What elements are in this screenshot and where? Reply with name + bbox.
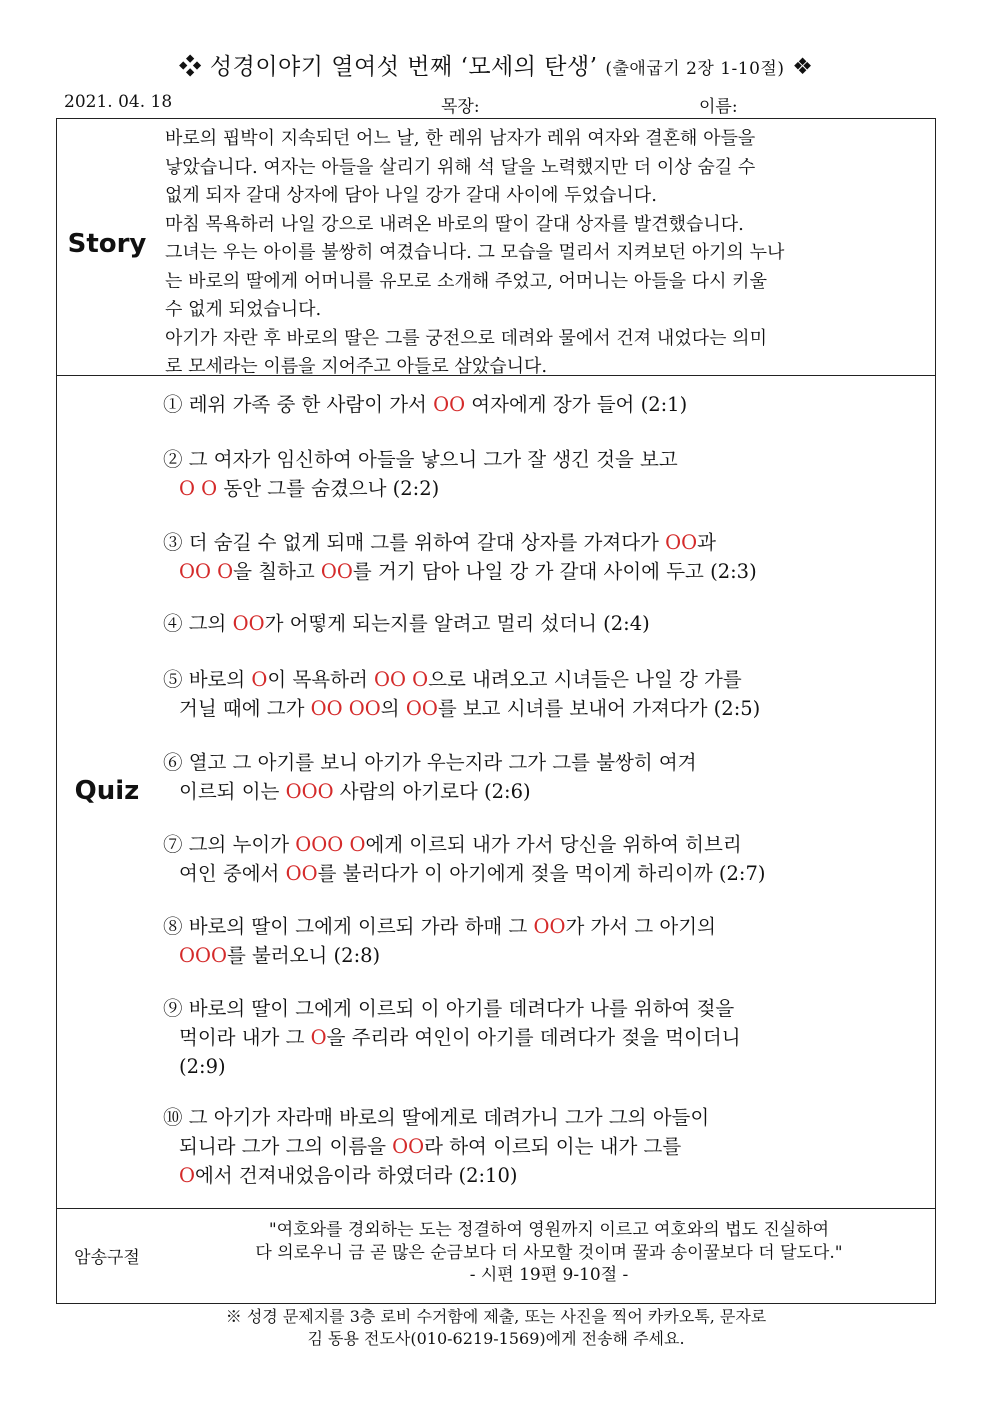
answer-blank: OO <box>392 1135 425 1158</box>
memory-verse-reference: - 시편 19편 9-10절 - <box>469 1265 629 1285</box>
page-title <box>0 48 992 81</box>
answer-blank: OO OO <box>310 697 381 720</box>
answer-blank: OO <box>665 531 698 554</box>
quiz-item-7: ⑦ 그의 누이가 OOO O에게 이르되 내가 가서 당신을 위하여 히브리 여인 중에서 OO를 불러다가 이 아기에게 젖을 먹이게 하리이까 (2:7) <box>163 833 766 885</box>
story-line: 는 바로의 딸에게 어머니를 유모로 소개해 주었고, 어머니는 아들을 다시 키울 <box>165 270 767 292</box>
story-line: 마침 목욕하러 나일 강으로 내려온 바로의 딸이 갈대 상자를 발견했습니다. <box>165 213 744 235</box>
quiz-section <box>57 376 935 1209</box>
memory-verse-text <box>169 1219 929 1287</box>
quiz-item-9: ⑨ 바로의 딸이 그에게 이르되 이 아기를 데려다가 나를 위하여 젖을 먹이라 내가 그 O을 주리라 여인이 아기를 데려다가 젖을 먹이더니 (2:9) <box>163 997 741 1078</box>
answer-blank: OO <box>232 612 265 635</box>
answer-blank: OO <box>405 697 438 720</box>
quiz-item-5: ⑤ 바로의 O이 목욕하러 OO O으로 내려오고 시녀들은 나일 강 가를 거닐 때에 그가 OO OO의 OO를 보고 시녀를 보내어 가져다가 (2:5) <box>163 668 761 720</box>
submission-note-line: 김 동용 전도사(010-6219-1569)에게 전송해 주세요. <box>307 1329 685 1348</box>
answer-blank: OO <box>533 915 566 938</box>
quiz-item-1: ① 레위 가족 중 한 사람이 가서 OO 여자에게 장가 들어 (2:1) <box>163 393 688 416</box>
answer-blank: O <box>179 1164 195 1187</box>
title-subtitle: (출애굽기 2장 1-10절) <box>605 59 785 79</box>
answer-blank: OOO <box>285 780 334 803</box>
quiz-item-6: ⑥ 열고 그 아기를 보니 아기가 우는지라 그가 그를 불쌍히 여겨 이르되 이는 OOO 사람의 아기로다 (2:6) <box>163 751 697 803</box>
answer-blank: OOO O <box>295 833 366 856</box>
answer-blank: OOO <box>179 944 227 967</box>
memory-verse-line: "여호와를 경외하는 도는 정결하여 영원까지 이르고 여호와의 법도 진실하여 <box>268 1220 830 1240</box>
quiz-label: Quiz <box>74 776 140 806</box>
info-row <box>56 92 936 116</box>
answer-blank: O <box>251 668 268 691</box>
answer-blank: O O <box>179 477 218 500</box>
name-label: 이름: <box>699 97 738 117</box>
date: 2021. 04. 18 <box>64 92 173 112</box>
submission-note-line: ※ 성경 문제지를 3층 로비 수거함에 제출, 또는 사진을 찍어 카카오톡, 문자로 <box>225 1307 767 1326</box>
answer-blank: OO O <box>179 560 234 583</box>
quiz-item-2: ② 그 여자가 임신하여 아들을 낳으니 그가 잘 생긴 것을 보고 O O 동안 그를 숨겼으나 (2:2) <box>163 448 678 500</box>
quiz-item-8: ⑧ 바로의 딸이 그에게 이르되 가라 하매 그 OO가 가서 그 아기의 OOO를 불러오니 (2:8) <box>163 915 716 967</box>
memory-verse-line: 다 의로우니 금 곧 많은 순금보다 더 사모할 것이며 꿀과 송이꿀보다 더 달도다." <box>255 1242 843 1263</box>
worksheet-table <box>56 118 936 1304</box>
answer-blank: OO <box>320 560 353 583</box>
quiz-item-3: ③ 더 숨길 수 없게 되매 그를 위하여 갈대 상자를 가져다가 OO과 OO O을 칠하고 OO를 거기 담아 나일 강 가 갈대 사이에 두고 (2:3) <box>163 531 757 583</box>
memory-label: 암송구절 <box>74 1248 140 1268</box>
answer-blank: O <box>310 1026 327 1049</box>
quiz-item-4: ④ 그의 OO가 어떻게 되는지를 알려고 멀리 섰더니 (2:4) <box>163 612 650 635</box>
memory-verse-section <box>57 1209 935 1303</box>
story-line: 아기가 자란 후 바로의 딸은 그를 궁전으로 데려와 물에서 건져 내었다는 의미 <box>165 327 767 349</box>
pastor-label: 목장: <box>441 97 480 117</box>
submission-note <box>0 1306 992 1350</box>
story-line: 없게 되자 갈대 상자에 담아 나일 강가 갈대 사이에 두었습니다. <box>165 185 657 206</box>
story-line: 바로의 핍박이 지속되던 어느 날, 한 레위 남자가 레위 여자와 결혼해 아들을 <box>165 128 756 149</box>
story-line: 로 모세라는 이름을 지어주고 아들로 삼았습니다. <box>165 356 548 377</box>
answer-blank: OO <box>433 393 466 416</box>
story-line: 그녀는 우는 아이를 불쌍히 여겼습니다. 그 모습을 멀리서 지켜보던 아기의 누나 <box>165 242 785 263</box>
quiz-item-10: ⑩ 그 아기가 자라매 바로의 딸에게로 데려가니 그가 그의 아들이 되니라 그가 그의 이름을 OO라 하여 이르되 이는 내가 그를 O에서 건져내었음이라 하였더라 (2:10) <box>163 1106 710 1187</box>
story-label: Story <box>67 229 147 259</box>
title-text: ❖ 성경이야기 열여섯 번째 ‘모세의 탄생’ <box>178 54 598 80</box>
story-text <box>165 125 925 382</box>
title-end-ornament: ❖ <box>792 54 814 80</box>
story-line: 수 없게 되었습니다. <box>165 299 322 320</box>
story-section <box>57 119 935 376</box>
answer-blank: OO <box>285 862 318 885</box>
answer-blank: OO O <box>374 668 429 691</box>
story-line: 낳았습니다. 여자는 아들을 살리기 위해 석 달을 노력했지만 더 이상 숨길 수 <box>165 156 756 178</box>
